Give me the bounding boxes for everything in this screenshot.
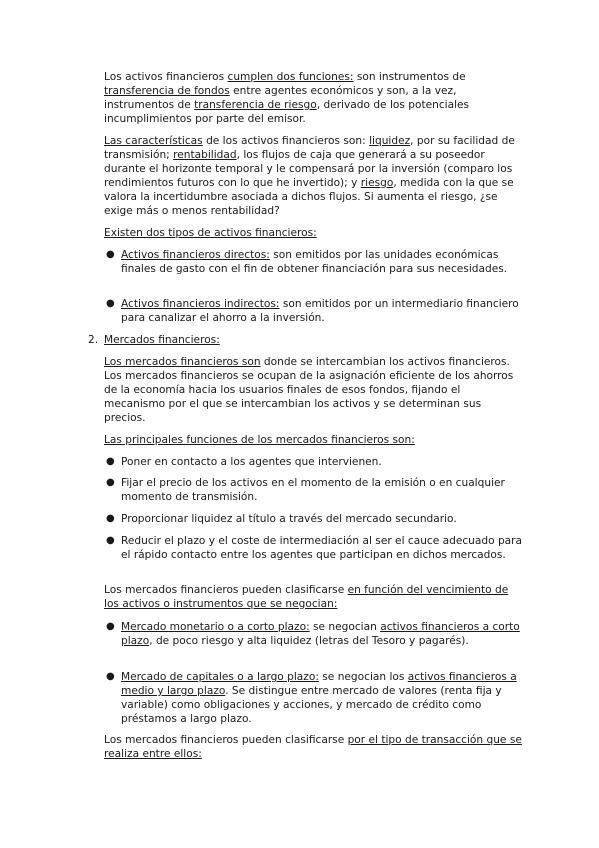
list-item xyxy=(121,670,524,726)
paragraph-caracteristicas xyxy=(104,134,524,218)
paragraph-funciones-heading: Las principales funciones de los mercados financieros son: xyxy=(104,434,415,446)
underlined-text: Las características xyxy=(104,135,203,147)
text: son emitidos por las unidades económicas finales de gasto con el fin de obtener financiación para sus necesidades. xyxy=(121,249,508,275)
underlined-text: transferencia de fondos xyxy=(104,85,230,97)
bullet-icon: ● xyxy=(106,535,115,546)
bullet-icon: ● xyxy=(106,621,115,632)
underlined-text: en función del vencimiento de los activos o instrumentos que se negocian: xyxy=(104,584,509,610)
text: . Se distingue entre mercado de valores (renta fija y variable) como obligaciones y acciones, y mercado de crédito como préstamos a largo plazo. xyxy=(121,685,502,725)
section-number: 2. xyxy=(88,334,99,346)
list-item xyxy=(121,248,524,276)
underlined-text: Mercado monetario o a corto plazo: xyxy=(121,621,310,633)
list-item: Fijar el precio de los activos en el momento de la emisión o en cualquier momento de transmisión. xyxy=(121,477,505,503)
underlined-text: cumplen dos funciones: xyxy=(227,71,354,83)
section-title: Mercados financieros: xyxy=(104,334,220,346)
text: , derivado de los potenciales incumplimientos por parte del emisor. xyxy=(104,99,470,125)
underlined-text: riesgo xyxy=(360,177,394,189)
text: son instrumentos de xyxy=(353,71,466,83)
bullet-icon: ● xyxy=(106,249,115,260)
underlined-text: Mercado de capitales o a largo plazo: xyxy=(121,671,319,683)
text: , medida con la que se valora la incertidumbre asociada a dichos flujos. Si aumenta el riesgo, ¿se exige más o menos rentabilidad? xyxy=(104,177,514,217)
text: , por su facilidad de transmisión; xyxy=(104,135,515,161)
underlined-text: rentabilidad xyxy=(173,149,237,161)
text: entre agentes económicos y son, a la vez, instrumentos de xyxy=(104,85,457,111)
bullet-icon: ● xyxy=(106,671,115,682)
underlined-text: por el tipo de transacción que se realiza entre ellos: xyxy=(104,734,522,760)
list-item: Proporcionar liquidez al título a través del mercado secundario. xyxy=(121,513,457,525)
paragraph-transaccion xyxy=(104,733,524,761)
text: , de poco riesgo y alta liquidez (letras del Tesoro y pagarés). xyxy=(149,635,469,647)
list-item xyxy=(121,297,524,325)
underlined-text: Activos financieros indirectos: xyxy=(121,298,280,310)
bullet-icon: ● xyxy=(106,477,115,488)
bullet-icon: ● xyxy=(106,513,115,524)
text: , los flujos de caja que generará a su poseedor durante el horizonte temporal y le compensará por la inversión (comparo los rendimientos futuros con lo que he invertido); y xyxy=(104,149,513,189)
underlined-text: transferencia de riesgo xyxy=(194,99,317,111)
underlined-text: Activos financieros directos: xyxy=(121,249,270,261)
list-item xyxy=(121,620,524,648)
bullet-icon: ● xyxy=(106,298,115,309)
bullet-icon: ● xyxy=(106,456,115,467)
underlined-text: Los mercados financieros son xyxy=(104,356,261,368)
underlined-text: liquidez xyxy=(369,135,411,147)
text: son emitidos por un intermediario financiero para canalizar el ahorro a la inversión. xyxy=(121,298,519,324)
paragraph-mercados xyxy=(104,355,524,425)
list-item: Reducir el plazo y el coste de intermediación al ser el cauce adecuado para el rápido contacto entre los agentes que participan en dichos mercados. xyxy=(121,535,523,561)
text: Los activos financieros xyxy=(104,71,228,83)
paragraph-funciones xyxy=(104,70,524,126)
underlined-text: activos financieros a medio y largo plazo xyxy=(121,671,517,697)
underlined-text: activos financieros a corto plazo xyxy=(121,621,520,647)
text: de los activos financieros son: xyxy=(202,135,370,147)
paragraph-tipos-heading: Existen dos tipos de activos financieros: xyxy=(104,227,317,239)
text: se negocian xyxy=(309,621,381,633)
text: donde se intercambian los activos financieros. Los mercados financieros se ocupan de la asignación eficiente de los ahorros de la economía hacia los usuarios finales de esos fondos, fijando el mecanismo por el que se intercambian los activos y se determinan sus precios. xyxy=(104,356,514,424)
text: se negocian los xyxy=(318,671,408,683)
list-item: Poner en contacto a los agentes que intervienen. xyxy=(121,456,382,468)
paragraph-vencimiento xyxy=(104,583,524,611)
text: Los mercados financieros pueden clasificarse xyxy=(104,734,348,746)
text: Los mercados financieros pueden clasificarse xyxy=(104,584,348,596)
